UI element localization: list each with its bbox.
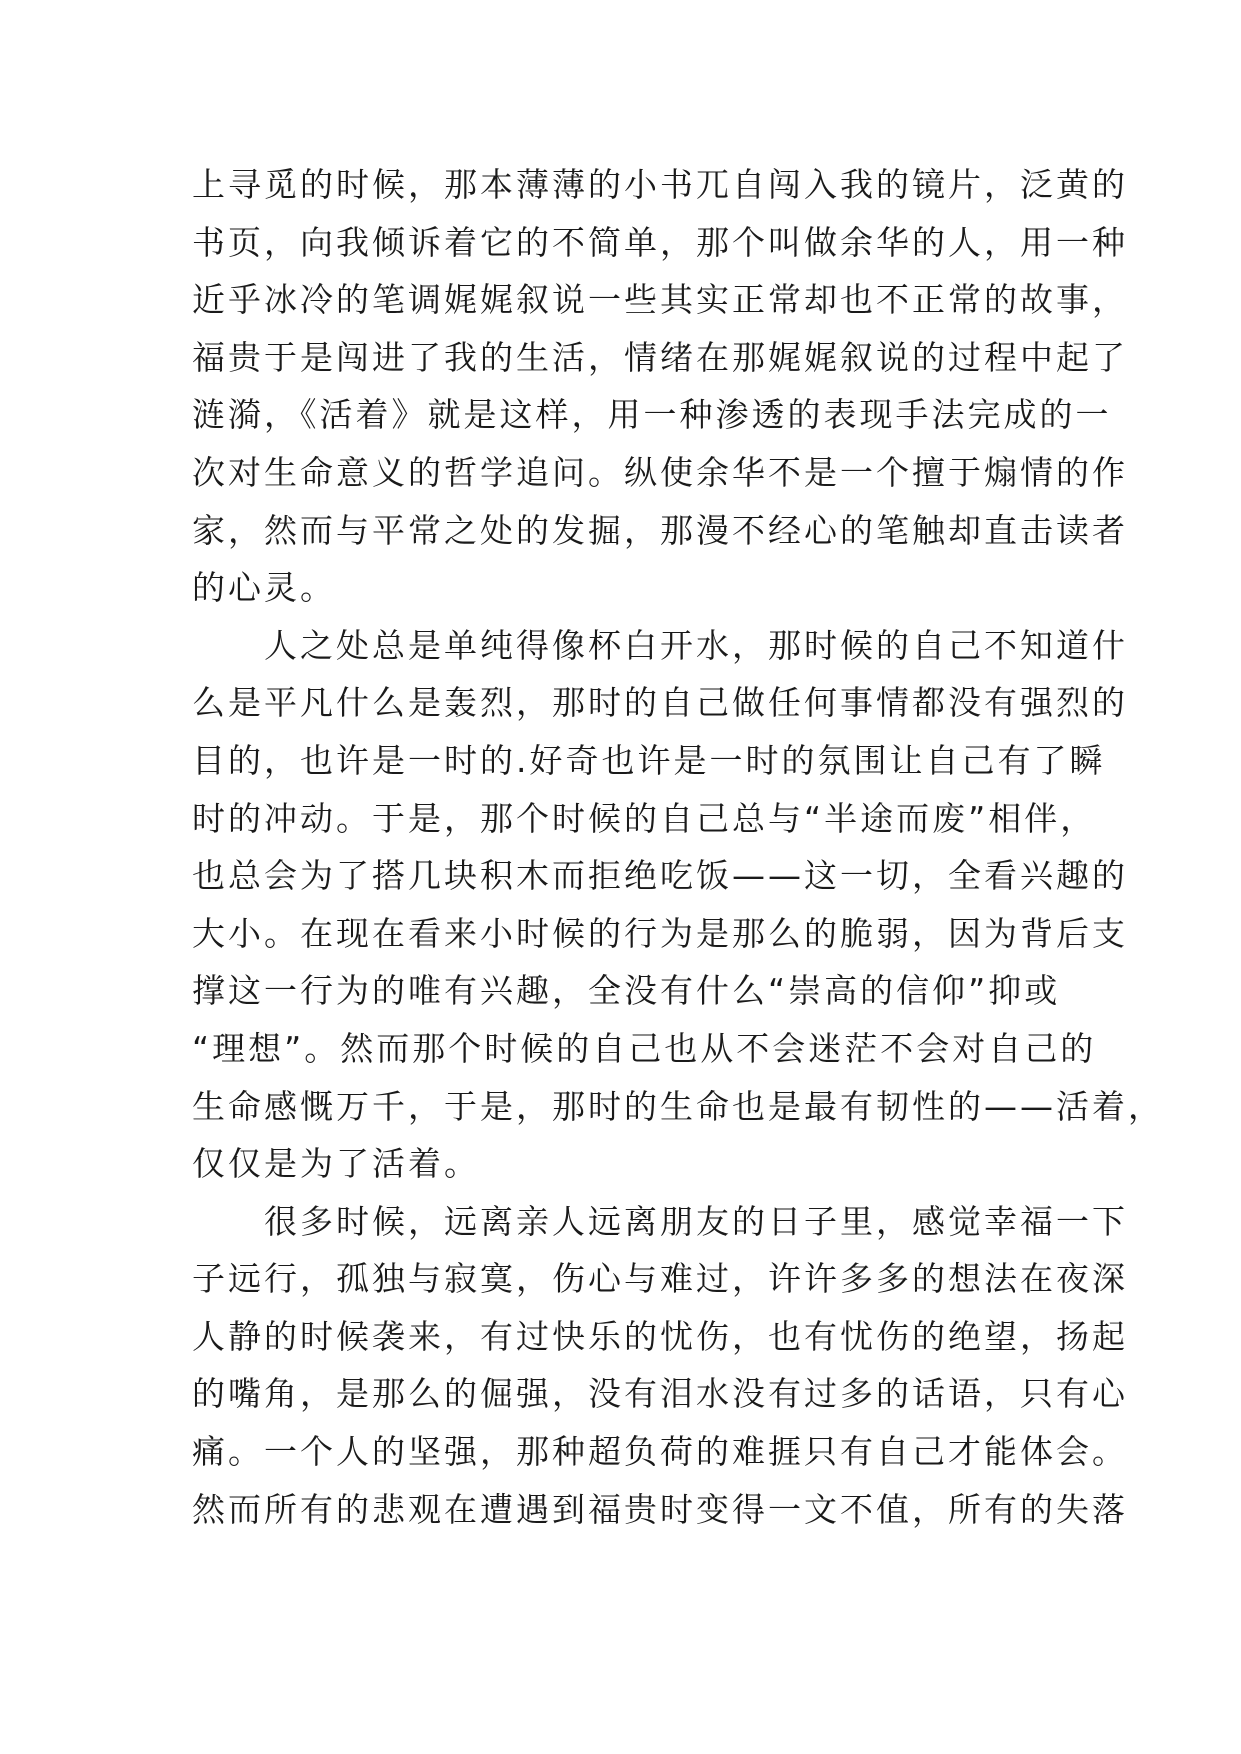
text-line: 涟漪，《活着》就是这样，用一种渗透的表现手法完成的一 [192,395,1112,435]
text-line: 次对生命意义的哲学追问。纵使余华不是一个擅于煽情的作 [192,452,1128,492]
text-line: 近乎冰冷的笔调娓娓叙说一些其实正常却也不正常的故事， [192,280,1128,320]
paragraph-start-line: 人之处总是单纯得像杯白开水，那时候的自己不知道什 [264,625,1128,665]
text-line: 时的冲动。于是，那个时候的自己总与“半途而废”相伴， [192,798,1097,838]
text-line: 撑这一行为的唯有兴趣，全没有什么“崇高的信仰”抑或 [192,971,1061,1011]
text-line: 上寻觅的时候，那本薄薄的小书兀自闯入我的镜片，泛黄的 [192,165,1128,204]
body-text [192,156,1164,1538]
text-line: 然而所有的悲观在遭遇到福贵时变得一文不值，所有的失落 [192,1489,1128,1529]
text-line: 子远行，孤独与寂寞，伤心与难过，许许多多的想法在夜深 [192,1259,1128,1299]
text-line: 的嘴角，是那么的倔强，没有泪水没有过多的话语，只有心 [192,1374,1128,1414]
text-line: “理想”。然而那个时候的自己也从不会迷茫不会对自己的 [192,1028,1097,1068]
text-line: 人静的时候袭来，有过快乐的忧伤，也有忧伤的绝望，扬起 [192,1316,1128,1356]
text-line: 的心灵。 [192,568,336,608]
text-line: 目的，也许是一时的.好奇也许是一时的氛围让自己有了瞬 [192,740,1106,780]
text-line: 仅仅是为了活着。 [192,1144,480,1184]
text-line: 生命感慨万千，于是，那时的生命也是最有韧性的——活着， [192,1086,1164,1126]
text-line: 么是平凡什么是轰烈，那时的自己做任何事情都没有强烈的 [192,683,1128,723]
text-line: 大小。在现在看来小时候的行为是那么的脆弱，因为背后支 [192,913,1128,953]
text-line: 福贵于是闯进了我的生活，情绪在那娓娓叙说的过程中起了 [192,337,1128,377]
paragraph-start-line: 很多时候，远离亲人远离朋友的日子里，感觉幸福一下 [264,1201,1128,1241]
text-line: 书页，向我倾诉着它的不简单，那个叫做余华的人，用一种 [192,222,1128,262]
text-line: 也总会为了搭几块积木而拒绝吃饭——这一切，全看兴趣的 [192,856,1128,896]
text-line: 家，然而与平常之处的发掘，那漫不经心的笔触却直击读者 [192,510,1128,550]
text-line: 痛。一个人的坚强，那种超负荷的难捱只有自己才能体会。 [192,1432,1128,1472]
